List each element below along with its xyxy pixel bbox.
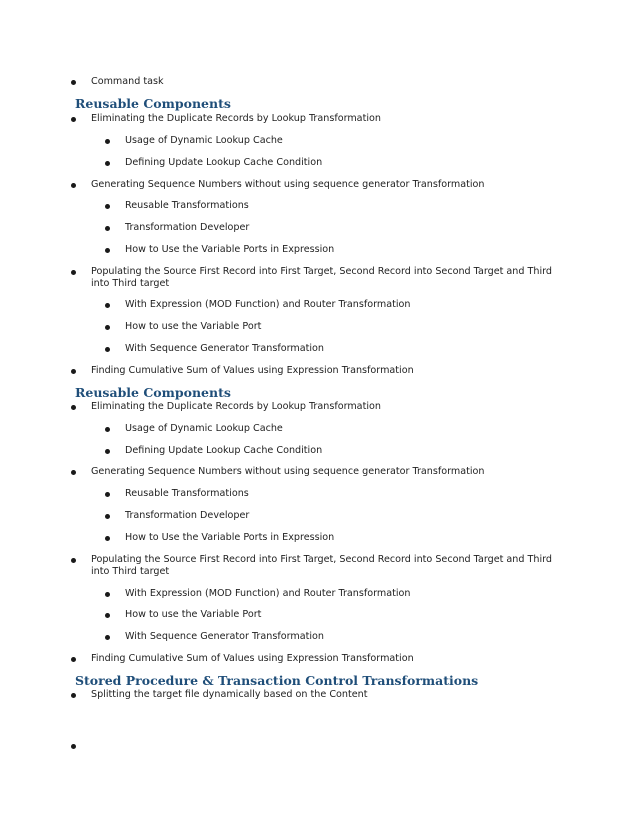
list-item <box>91 266 561 290</box>
sub-list-item <box>125 299 410 311</box>
list-item <box>91 653 414 665</box>
sub-list-item-text: How to Use the Variable Ports in Expression <box>125 244 335 255</box>
list-item <box>91 554 561 578</box>
sub-list-item-text: With Sequence Generator Transformation <box>125 343 324 354</box>
list-item <box>91 179 485 191</box>
sub-list-item-text: Transformation Developer <box>125 222 250 233</box>
sub-list-item <box>125 532 334 544</box>
list-item-text: Eliminating the Duplicate Records by Lookup Transformation <box>91 113 381 124</box>
list-item <box>91 401 381 413</box>
sub-list-item-text: Reusable Transformations <box>125 200 249 211</box>
sub-list-item-text: How to use the Variable Port <box>125 609 262 620</box>
sub-list-item <box>125 135 283 147</box>
sub-list-item-text: Defining Update Lookup Cache Condition <box>125 157 323 168</box>
list-item-text: Command task <box>91 76 164 87</box>
list-item <box>91 466 485 478</box>
sub-list-item-text: Usage of Dynamic Lookup Cache <box>125 135 283 146</box>
list-item-text: Populating the Source First Record into First Target, Second Record into Second Target and Third into Third target <box>91 554 552 577</box>
sub-list-item-text: How to use the Variable Port <box>125 321 262 332</box>
sub-list-item <box>125 588 410 600</box>
sub-list-item-text: With Sequence Generator Transformation <box>125 631 324 642</box>
sub-list-item-text: How to Use the Variable Ports in Expression <box>125 532 335 543</box>
sub-list-item-text: Transformation Developer <box>125 510 250 521</box>
sub-list-item <box>125 343 324 355</box>
empty-list-bullet <box>71 744 76 749</box>
section-heading: Stored Procedure & Transaction Control Transformations <box>75 673 479 688</box>
sub-list-item <box>125 510 249 522</box>
sub-list-item-text: With Expression (MOD Function) and Router Transformation <box>125 588 411 599</box>
list-item <box>91 76 164 88</box>
list-item-text: Finding Cumulative Sum of Values using Expression Transformation <box>91 365 414 376</box>
list-item-text: Finding Cumulative Sum of Values using Expression Transformation <box>91 653 414 664</box>
sub-list-item-text: Usage of Dynamic Lookup Cache <box>125 423 283 434</box>
sub-list-item <box>125 157 322 169</box>
sub-list-item <box>125 445 322 457</box>
list-item-text: Splitting the target file dynamically based on the Content <box>91 689 368 700</box>
list-item <box>91 689 368 701</box>
section-heading: Reusable Components <box>75 385 231 400</box>
sub-list-item-text: Defining Update Lookup Cache Condition <box>125 445 323 456</box>
sub-list-item-text: With Expression (MOD Function) and Router Transformation <box>125 299 411 310</box>
sub-list-item <box>125 244 334 256</box>
sub-list-item <box>125 423 283 435</box>
section-heading: Reusable Components <box>75 96 231 111</box>
sub-list-item <box>125 488 249 500</box>
list-item-text: Populating the Source First Record into First Target, Second Record into Second Target and Third into Third target <box>91 266 552 289</box>
sub-list-item <box>125 631 324 643</box>
list-item-text: Generating Sequence Numbers without using sequence generator Transformation <box>91 179 485 190</box>
sub-list-item <box>125 321 261 333</box>
list-item <box>91 113 381 125</box>
list-item-text: Generating Sequence Numbers without using sequence generator Transformation <box>91 466 485 477</box>
sub-list-item <box>125 200 249 212</box>
list-item-text: Eliminating the Duplicate Records by Lookup Transformation <box>91 401 381 412</box>
sub-list-item-text: Reusable Transformations <box>125 488 249 499</box>
list-item <box>91 365 414 377</box>
sub-list-item <box>125 609 261 621</box>
sub-list-item <box>125 222 249 234</box>
